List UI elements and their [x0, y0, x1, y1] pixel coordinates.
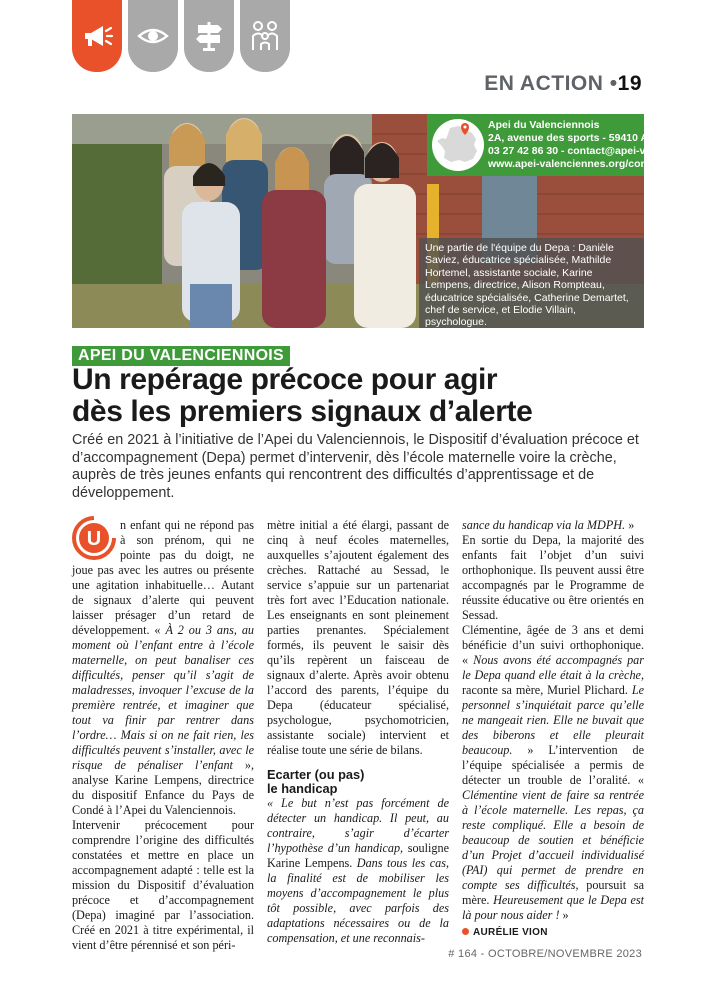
col2-paragraph-2 [267, 796, 449, 946]
subheading-line-2: le handicap [267, 781, 338, 796]
photo-caption: Une partie de l'équipe du Depa : Danièle Saviez, éducatrice spécialisée, Mathilde Hortemel, assistante sociale, Karine Lempens, directrice, Alison Rompteau, éducatrice spécialisée, Catherine Demartet, chef de service, et Elodie Villain, psychologue. [419, 238, 644, 328]
col1-quote-1: À 2 ou 3 ans, au moment où l’enfant entre à l’école maternelle, on peut banaliser ces difficultés, penser qu’il s’agit de maladresses, invoquer l’excuse de la première rentrée, et imaginer que tout va finir par rentrer dans l’ordre… Mais si on ne fait rien, les difficultés peuvent s’installer, avec le risque de pénaliser l’enfant [72, 623, 255, 772]
contact-text [488, 119, 689, 171]
tab-megaphone[interactable] [72, 0, 122, 72]
tab-family[interactable] [240, 0, 290, 72]
article-title [72, 364, 672, 428]
dropcap-letter: U [86, 528, 102, 550]
eye-icon [136, 19, 170, 53]
article-lead: Créé en 2021 à l’initiative de l’Apei du Valenciennois, le Dispositif d’évaluation précoce et d’accompagnement (Depa) permet d’intervenir, dès l’école maternelle voire la crèche, auprès de très jeunes enfants qui rencontrent des difficultés d’apprentissage et de développement. [72, 432, 639, 501]
col3-quote-5: Heureusement que le Depa est là pour nous aider ! [462, 893, 644, 922]
col2-paragraph-1: mètre initial a été élargi, passant de cinq à neuf écoles maternelles, auxquelles s’ajoutent également des crèches. Rattaché au Sessad, le service s’appuie sur un partenariat très fort avec l’Education nationale. Les enseignants en sont pleinement parties prenantes. Spécialement formés, ils peuvent le saisir dès qu’ils repèrent un faisceau de signaux d’alerte. Après avoir obtenu l’accord des parents, l’équipe du Depa (éducateur spécialisé, psychologue, psychomotricien, assistante sociale) intervient et réalise toute une série de bilans. [267, 518, 449, 757]
col2-quote-2: Dans tous les cas, la finalité est de mobiliser les moyens d’accompagnement le plus tôt possible, avec parfois des adaptations nécessaires ou de la compensation, et une reconnais- [267, 856, 449, 945]
author-dot-icon [462, 928, 469, 935]
issue-footer: # 164 - OCTOBRE/NOVEMBRE 2023 [448, 948, 642, 960]
tab-eye[interactable] [128, 0, 178, 72]
author-name: AURÉLIE VION [473, 927, 548, 938]
col3-quote-0: sance du handicap via la MDPH. [462, 518, 626, 532]
col2-quote-1: « Le but n’est pas forcément de détecter un handicap. Il peut, au contraire, s’agir d’écarter l’hypothèse d’un handicap, [267, 796, 449, 855]
article-column-3 [462, 518, 644, 940]
france-map-icon [432, 119, 484, 171]
col2-p2: souligne Karine Lempens. [267, 841, 449, 870]
col3-p0: » [625, 518, 635, 532]
map-badge [432, 119, 484, 171]
col3-p6: » [559, 908, 569, 922]
org-contact[interactable]: 03 27 42 86 30 - contact@apei-val-59.org [488, 145, 690, 157]
org-url[interactable]: www.apei-valenciennes.org/contact/ [488, 158, 669, 170]
section-label: EN ACTION [484, 72, 604, 95]
article-column-1 [72, 518, 254, 953]
article-kicker: APEI DU VALENCIENNOIS [72, 346, 290, 366]
col1-paragraph-1 [72, 518, 254, 818]
org-address: 2A, avenue des sports - 59410 Anzin [488, 132, 670, 144]
col1-paragraph-2: Intervenir précocement pour comprendre l’origine des difficultés constatées et mettre en place un accompagnement adapté : telle est la mission du Dispositif d’évaluation précoce et d’accompagnement (Depa) imaginé par l’association. Créé en 2021 à titre expérimental, il vient d’être pérennisé et son péri- [72, 818, 254, 952]
signpost-icon [192, 19, 226, 53]
title-line-2: dès les premiers signaux d’alerte [72, 395, 533, 428]
col3-paragraph-2 [462, 623, 644, 923]
tab-signpost[interactable] [184, 0, 234, 72]
subheading [267, 768, 449, 796]
col3-quote-2: Nous avons été accompagnés par le Depa quand elle était à la crèche, [462, 653, 645, 682]
family-icon [248, 19, 282, 53]
col1-p1: n enfant qui ne répond pas à son prénom, qui ne pointe pas du doigt, ne joue pas avec les autres ou présente une agitation inhabituelle… Autant de signaux d’alerte qui peuvent laisser présager d’un retard de développement. « [72, 518, 254, 637]
article-column-2 [267, 518, 449, 946]
section-tabs [72, 0, 290, 72]
section-bullet: • [609, 72, 618, 95]
col3-p2: Clémentine, âgée de 3 ans et demi bénéficie d’un suivi orthophonique. « [462, 623, 644, 667]
dropcap [72, 516, 116, 560]
col3-quote-4: Clémentine vient de faire sa rentrée à l’école maternelle. Les repas, ça reste compliqué. Elle a besoin de beaucoup de soutien et bénéficie d’un Projet d’accueil individualisé (PAI) qui permet de prendre en compte ses difficultés, [462, 788, 644, 892]
col3-p3: raconte sa mère, Muriel Plichard. [462, 683, 632, 697]
col3-p4: » L’intervention de l’équipe spécialisée a permis de détecter un trouble de l’oralité. « [462, 743, 644, 787]
page-number: 19 [617, 72, 642, 95]
megaphone-icon [80, 19, 114, 53]
col3-paragraph-0 [462, 518, 644, 533]
col3-paragraph-1: En sortie du Depa, la majorité des enfants fait l’objet d’un suivi orthophonique. Ils peuvent aussi être accompagnés par le Programme de réussite éducative ou être orientés en Sessad. [462, 533, 644, 622]
contact-infobox [427, 114, 690, 176]
article-author [462, 925, 644, 940]
title-line-1: Un repérage précoce pour agir [72, 363, 498, 396]
org-name: Apei du Valenciennois [488, 119, 600, 131]
section-header [484, 72, 642, 96]
col3-quote-3: Le personnel s’inquiétait parce qu’elle ne mangeait rien. Elle ne buvait que des biberons et elle pleurait beaucoup. [462, 683, 644, 757]
subheading-line-1: Ecarter (ou pas) [267, 767, 365, 782]
col3-p5: poursuit sa mère. [462, 878, 644, 907]
col1-p2: », analyse Karine Lempens, directrice du dispositif Enfance du Pays de Condé à l’Apei du Valenciennois. [72, 758, 254, 817]
